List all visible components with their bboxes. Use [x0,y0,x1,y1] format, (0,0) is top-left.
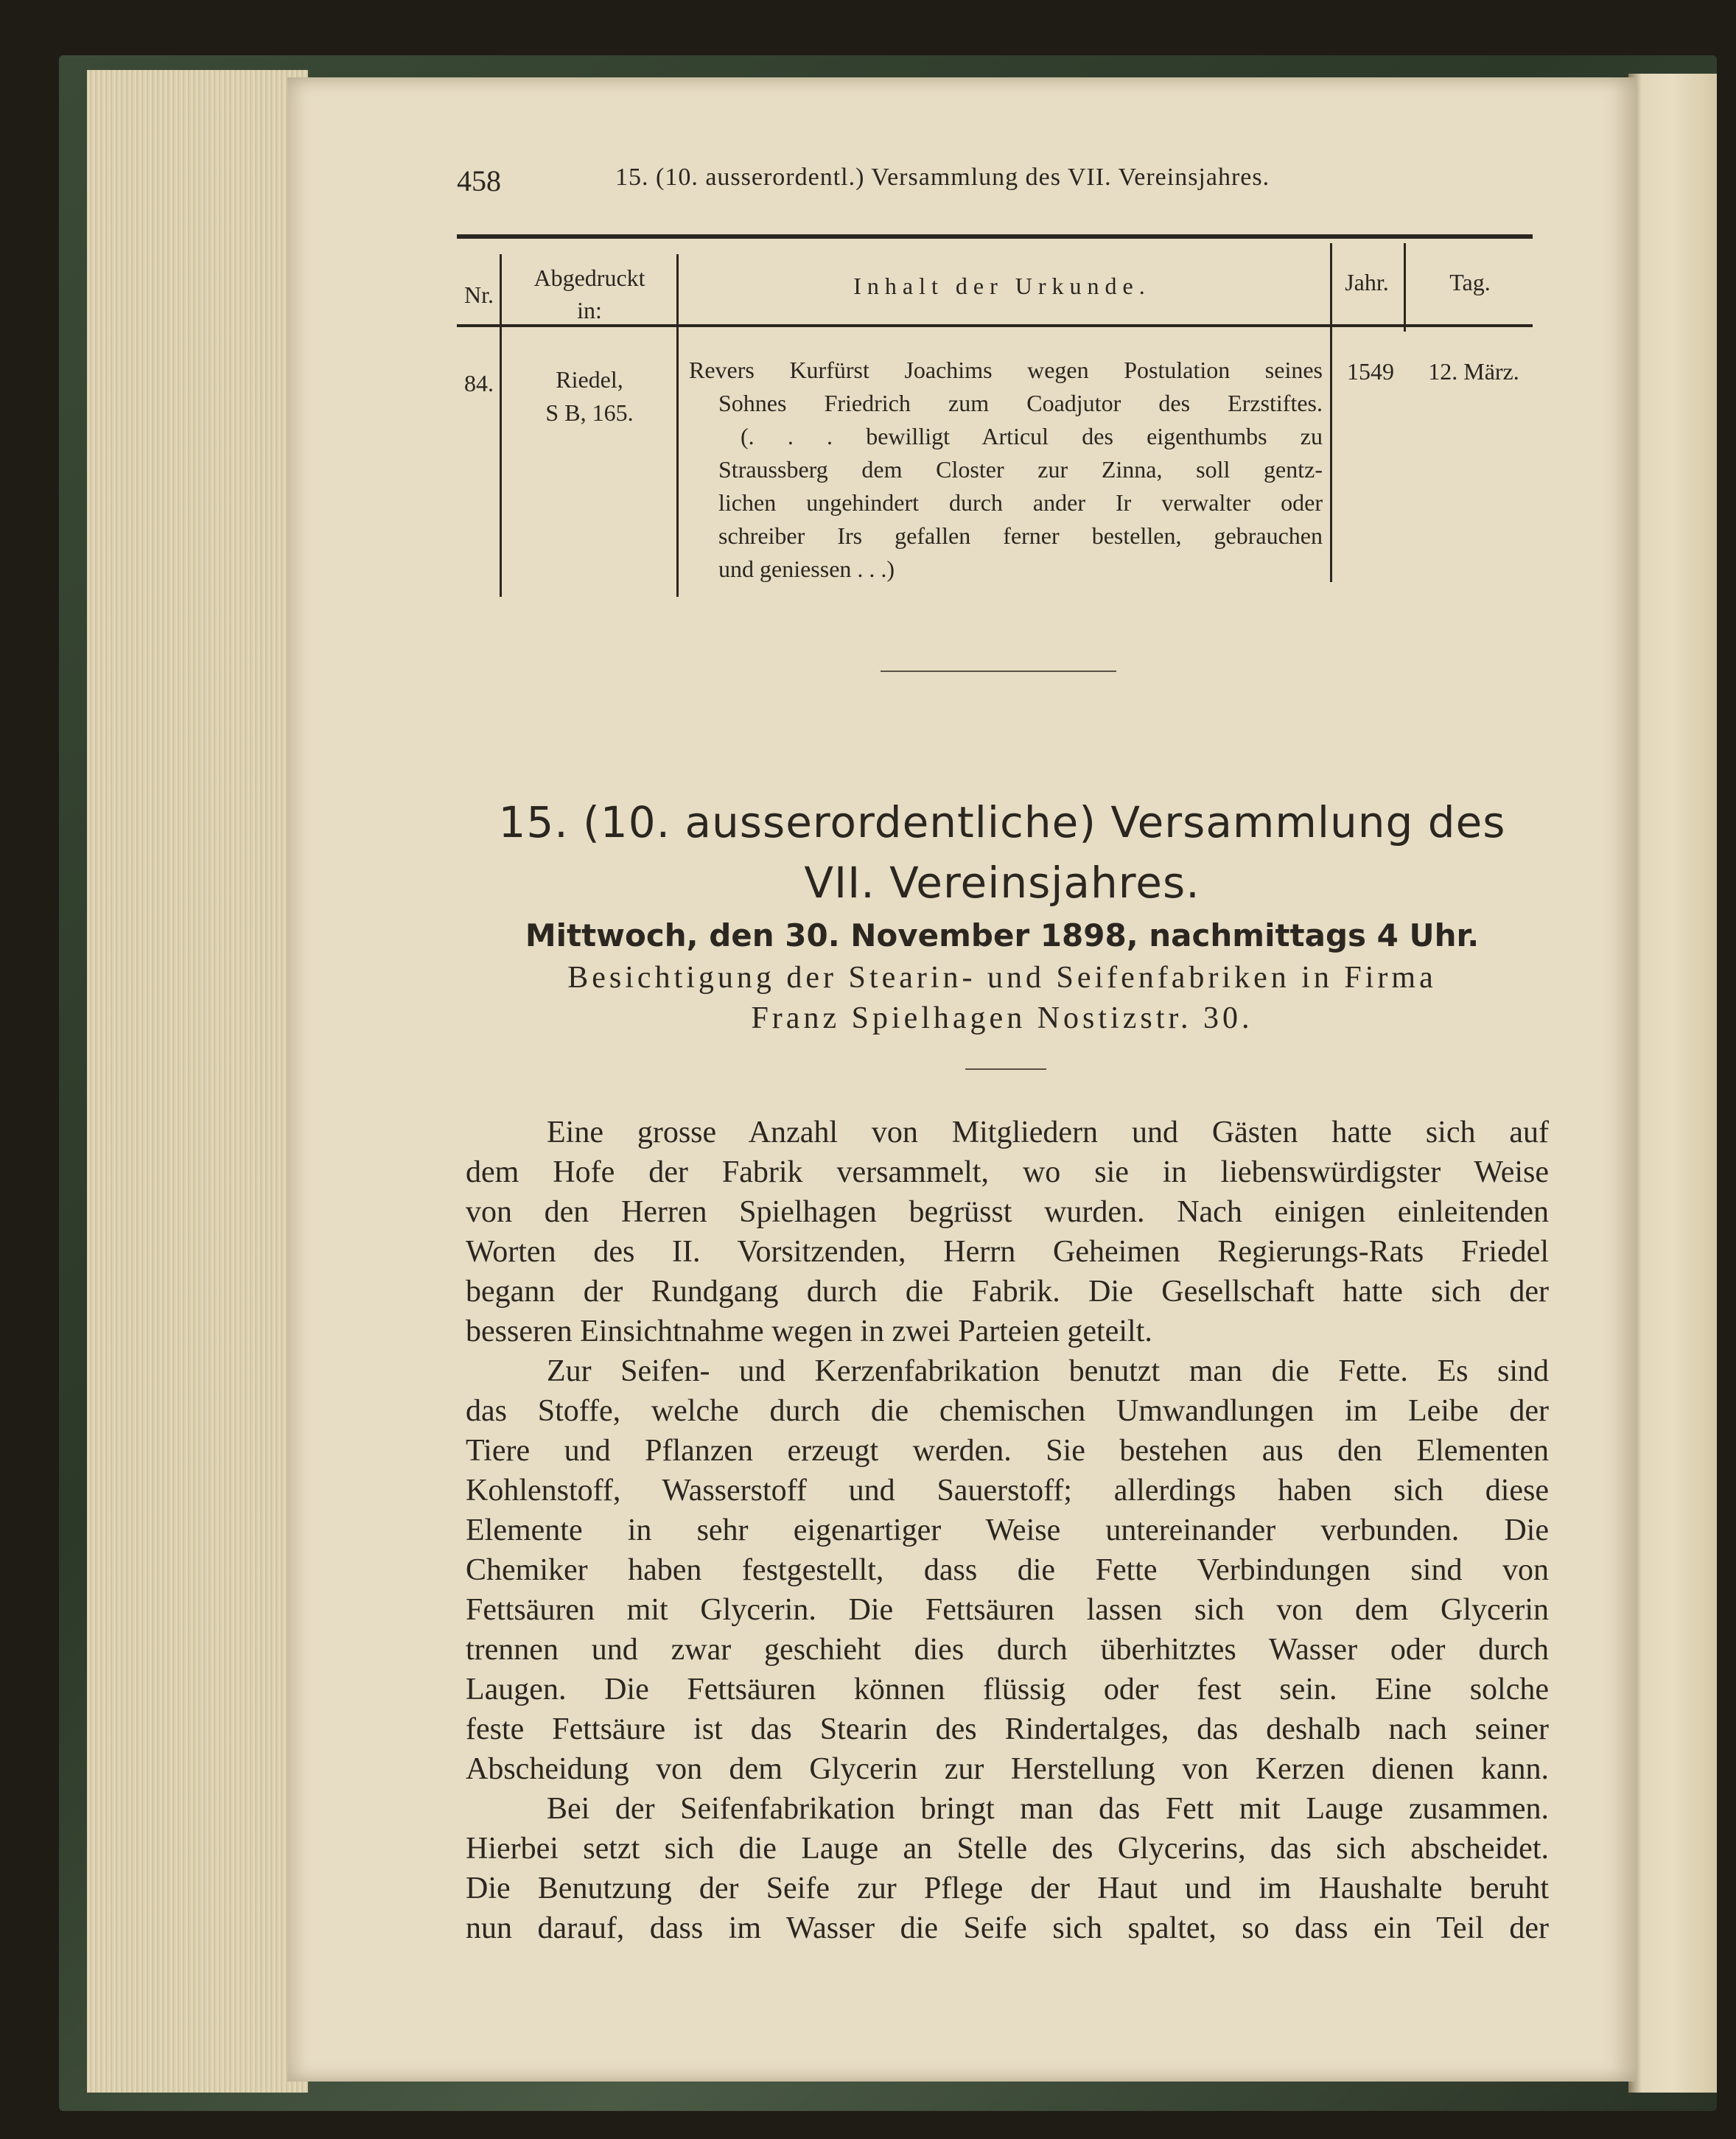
column-header-nr: Nr. [464,281,494,308]
text-line: trennen und zwar geschieht dies durch überhitztes Wasser oder durch [466,1633,1549,1667]
text-line: Tiere und Pflanzen erzeugt werden. Sie bestehen aus den Elementen [466,1434,1549,1468]
inhalt-line: und geniessen . . .) [718,556,895,582]
cell-abgedruckt-line2: S B, 165. [545,399,634,426]
page-edges-left [87,70,308,2093]
column-header-tag: Tag. [1449,269,1491,295]
text-line: Abscheidung von dem Glycerin zur Herstellung von Kerzen dienen kann. [466,1752,1549,1786]
table-top-rule [457,234,1533,239]
inhalt-line: (. . . bewilligt Articul des eigenthumbs zu [741,423,1323,449]
running-title: 15. (10. ausserordentl.) Versammlung des VII. Vereinsjahres. [615,164,1270,191]
column-header-inhalt: Inhalt der Urkunde. [853,273,1151,299]
meeting-date: Mittwoch, den 30. November 1898, nachmittags 4 Uhr. [525,917,1480,953]
cell-inhalt [689,354,1323,586]
inhalt-line: lichen ungehindert durch ander Ir verwalter oder [718,489,1323,516]
table-column-divider [1330,243,1332,582]
text-line: dem Hofe der Fabrik versammelt, wo sie in liebenswürdigster Weise [466,1155,1549,1189]
section-title-line2: VII. Vereinsjahres. [804,858,1200,908]
text-line: nun darauf, dass im Wasser die Seife sich spaltet, so dass ein Teil der [466,1911,1549,1945]
table-column-divider [676,254,679,597]
inhalt-line: Straussberg dem Closter zur Zinna, soll gentz- [718,456,1323,483]
text-line: Bei der Seifenfabrikation bringt man das Fett mit Lauge zusammen. [547,1792,1549,1826]
text-line: das Stoffe, welche durch die chemischen Umwandlungen im Leibe der [466,1394,1549,1428]
text-line: Worten des II. Vorsitzenden, Herrn Geheimen Regierungs-Rats Friedel [466,1235,1549,1269]
text-line: Hierbei setzt sich die Lauge an Stelle des Glycerins, das sich abscheidet. [466,1832,1549,1866]
text-line: Fettsäuren mit Glycerin. Die Fettsäuren lassen sich von dem Glycerin [466,1593,1549,1627]
paragraph-1 [466,1113,1549,1351]
text-line: von den Herren Spielhagen begrüsst wurden. Nach einigen einleitenden [466,1195,1549,1229]
cell-jahr: 1549 [1347,358,1394,385]
cell-abgedruckt-line1: Riedel, [556,366,623,393]
section-title [472,792,1533,913]
text-line: Zur Seifen- und Kerzenfabrikation benutzt man die Fette. Es sind [547,1354,1549,1388]
cell-tag: 12. März. [1428,358,1519,385]
table-column-divider [1404,243,1406,332]
column-header-abgedruckt [508,262,671,326]
page-edges-right [1628,74,1717,2093]
inhalt-line: Sohnes Friedrich zum Coadjutor des Erzstiftes. [718,390,1323,416]
column-header-abgedruckt-line1: Abgedruckt [533,265,645,291]
text-line: Elemente in sehr eigenartiger Weise untereinander verbunden. Die [466,1513,1549,1547]
text-line: feste Fettsäure ist das Stearin des Rindertalges, das deshalb nach seiner [466,1712,1549,1746]
section-title-line1: 15. (10. ausserordentliche) Versammlung des [498,797,1506,847]
text-line: Die Benutzung der Seife zur Pflege der Haut und im Haushalte beruht [466,1872,1549,1905]
page-number: 458 [457,164,501,197]
text-line: Laugen. Die Fettsäuren können flüssig oder fest sein. Eine solche [466,1673,1549,1706]
paragraph-3 [466,1789,1549,1948]
paragraph-2 [466,1351,1549,1789]
section-divider [881,671,1116,672]
column-header-jahr: Jahr. [1345,269,1389,295]
cell-abgedruckt [508,363,671,430]
cell-nr: 84. [464,370,494,396]
text-line: Kohlenstoff, Wasserstoff und Sauerstoff; allerdings haben sich diese [466,1474,1549,1508]
inhalt-line: schreiber Irs gefallen ferner bestellen, gebrauchen [718,522,1323,549]
visit-line1: Besichtigung der Stearin- und Seifenfabriken in Firma [567,961,1437,995]
text-line: Eine grosse Anzahl von Mitgliedern und Gästen hatte sich auf [547,1116,1549,1149]
visit-line2: Franz Spielhagen Nostizstr. 30. [751,1001,1253,1035]
inhalt-line: Revers Kurfürst Joachims wegen Postulation seines [689,357,1323,383]
column-header-abgedruckt-line2: in: [577,297,602,323]
text-line: begann der Rundgang durch die Fabrik. Die Gesellschaft hatte sich der [466,1275,1549,1309]
text-line: Chemiker haben festgestellt, dass die Fette Verbindungen sind von [466,1553,1549,1587]
body-text [466,1113,1549,1948]
visit-description [472,958,1533,1039]
text-line: besseren Einsichtnahme wegen in zwei Parteien geteilt. [466,1314,1152,1348]
heading-divider [965,1068,1046,1070]
